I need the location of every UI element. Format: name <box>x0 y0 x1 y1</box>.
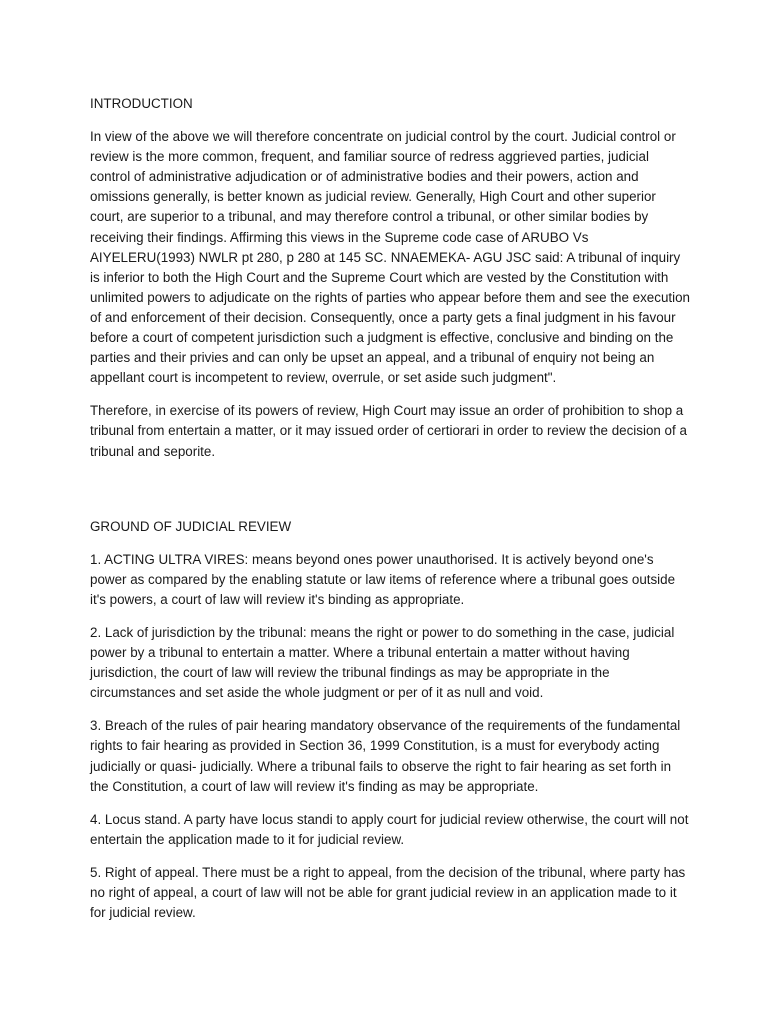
ground-item-5: 5. Right of appeal. There must be a right to appeal, from the decision of the tribunal, where party has no right of appeal, a court of law will not be able for grant judicial review in an application made to it for judicial review. <box>90 864 686 921</box>
ground-item-3: 3. Breach of the rules of pair hearing mandatory observance of the requirements of the fundamental rights to fair hearing as provided in Section 36, 1999 Constitution, is a must for everybody acting judicially or quasi- judicially. Where a tribunal fails to observe the right to fair hearing as set forth in the Constitution, a court of law will review it's finding as may be appropriate. <box>90 718 681 794</box>
intro-paragraph-1: In view of the above we will therefore concentrate on judicial control by the court. Judicial control or review is the more common, frequent, and familiar source of redress aggrieved parties, judicial control of administrative adjudication or of administrative bodies and their powers, action and omissions generally, is better known as judicial review. Generally, High Court and other superior court, are superior to a tribunal, and may therefore control a tribunal, or other similar bodies by receiving their findings. Affirming this views in the Supreme code case of ARUBO Vs AIYELERU(1993) NWLR pt 280, p 280 at 145 SC. NNAEMEKA- AGU JSC said: A tribunal of inquiry is inferior to both the High Court and the Supreme Court which are vested by the Constitution with unlimited powers to adjudicate on the rights of parties who appear before them and see the execution of and enforcement of their decision. Consequently, once a party gets a final judgment in his favour before a court of competent jurisdiction such a judgment is effective, conclusive and binding on the parties and their privies and can only be upset an appeal, and a tribunal of enquiry not being an appellant court is incompetent to review, overrule, or set aside such judgment". <box>90 129 690 386</box>
introduction-heading: INTRODUCTION <box>90 96 193 111</box>
grounds-heading: GROUND OF JUDICIAL REVIEW <box>90 518 292 534</box>
section-spacer <box>90 475 690 517</box>
intro-paragraph-2: Therefore, in exercise of its powers of review, High Court may issue an order of prohibition to shop a tribunal from entertain a matter, or it may issued order of certiorari in order to review the decision of a tribunal and seporite. <box>90 403 687 459</box>
ground-item-2: 2. Lack of jurisdiction by the tribunal: means the right or power to do something in the case, judicial power by a tribunal to entertain a matter. Where a tribunal entertain a matter without having jurisdiction, the court of law will review the tribunal findings as may be appropriate in the circumstances and set aside the whole judgment or per of it as null and void. <box>90 624 675 701</box>
ground-item-1: 1. ACTING ULTRA VIRES: means beyond ones power unauthorised. It is actively beyond one's power as compared by the enabling statute or law items of reference where a tribunal goes outside it's powers, a court of law will review it's binding as appropriate. <box>90 551 676 607</box>
document-page <box>90 94 690 936</box>
ground-item-4: 4. Locus stand. A party have locus standi to apply court for judicial review otherwise, the court will not entertain the application made to it for judicial review. <box>90 811 689 847</box>
